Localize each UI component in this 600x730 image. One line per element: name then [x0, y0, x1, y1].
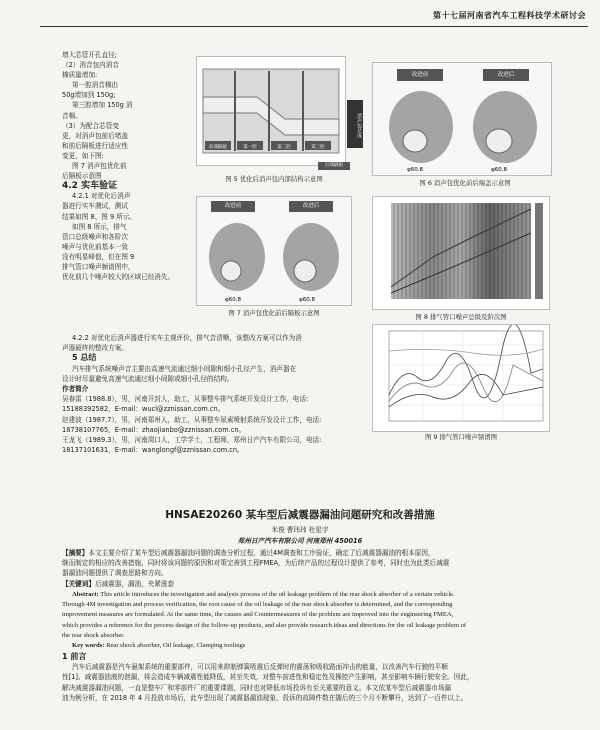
- text-line: 噪声与优化前基本一致: [62, 242, 128, 251]
- text-line: （2）消音包内消音: [62, 61, 119, 70]
- text-line: 50g增加到 150g;: [62, 91, 116, 100]
- keywords-en-label: Key words:: [72, 642, 105, 650]
- text-line: 管口总级噪声和各阶次: [62, 232, 128, 241]
- figure-8: [372, 196, 550, 310]
- text-line: 声器最终的整改方案。: [62, 344, 128, 353]
- text-line: the rear shock absorber.: [62, 631, 125, 639]
- figure-7-caption: 图 7 消声包优化前后隔板示意图: [228, 309, 320, 317]
- figure-9: [372, 324, 550, 432]
- text-line: 设计时尽量避免高速气流通过细小间隙或细小孔径的结构。: [62, 374, 234, 383]
- figure-7: [196, 196, 352, 306]
- header-rule: [40, 26, 588, 27]
- text-line: improvement measures are formulated. At the same time, the causes and Countermeasures of the problem are improved into the engineering FMEA,: [62, 611, 454, 619]
- conference-header: 第十七届河南省汽车工程科技学术研讨会: [433, 11, 586, 20]
- abstract-en: [62, 590, 548, 651]
- text-line: 音棉。: [62, 111, 82, 120]
- body-section-422: [62, 333, 372, 455]
- text-line: Through 4M investigation and process verification, the root cause of the oil leakage of the rear shock absorber is determined, and the corresponding: [62, 601, 453, 609]
- text-line: 4.2.1 对优化后消声: [72, 192, 131, 201]
- text-line: 第一腔消音棉由: [72, 81, 119, 90]
- fig6-label-after: 改进后: [483, 69, 529, 81]
- text-line: 增大芯管开孔直径;: [62, 51, 117, 59]
- text-line: 后隔板示意图: [62, 172, 102, 181]
- figure-5-caption: 图 5 优化后消声包内部结构示意图: [225, 175, 323, 183]
- fig5-label: 第二腔: [277, 145, 291, 150]
- dim-label: φ60.8: [299, 297, 315, 303]
- text-line: 油为例分析，在 2018 年 4 月投放市场后，此车型出现了减震器漏油现象，投诉的故障件数在随后的三个月不断攀升，达到了一百件以上。: [62, 693, 468, 702]
- abstract-en-label: Abstract:: [72, 591, 99, 598]
- dim-label: φ60.8: [225, 297, 241, 303]
- fig7-label-before: 改进前: [211, 201, 255, 212]
- noise-spectrum-plot: [373, 325, 549, 431]
- end-cap-diagram: [373, 83, 551, 175]
- text-line: 吴春雷（1988.8），男，河南开封人，助工，从事整车排气系统开发设计工作，电话:: [62, 395, 309, 404]
- fig5-side-label: 消声包总成: [347, 100, 363, 148]
- text-line: 汽车后减震器是汽车悬架系统的重要部件，可以用来抑制弹簧吸震后反弹时的震荡和吸收路面冲击的能量，以改善汽车行驶的平顺: [72, 663, 448, 672]
- text-line: 第三腔增加 150g 消: [72, 101, 133, 110]
- figure-6: [372, 62, 552, 176]
- fig5-label: 前端隔板: [209, 145, 227, 150]
- fig7-label-after: 改进后: [289, 201, 333, 212]
- text-line: 没有明显峰值，但在图 9: [62, 252, 135, 261]
- figure-8-caption: 图 8 排气管口噪声总级及阶次图: [415, 313, 507, 321]
- fig5-label: 第一腔: [243, 145, 257, 150]
- figure-9-caption: 图 9 排气管口噪声频谱图: [424, 433, 498, 441]
- keywords-label: 【关键词】: [62, 579, 95, 588]
- dim-label: φ60.8: [407, 167, 423, 173]
- fig5-label: 第三腔: [311, 145, 325, 150]
- text-line: 王龙飞（1989.3），男，河南周口人，工学学士，工程师，郑州日产汽车有限公司，电话:: [62, 436, 322, 445]
- text-line: 18137101631，E-mail：wanglongf@zznissan.com.cn。: [62, 446, 244, 455]
- text-line: 汽车排气系统噪声音主要由高速气流通过细小间隙和细小孔径产生，消声器在: [72, 364, 297, 373]
- text-line: 优化前几个噪声较大的区域已经消失。: [62, 273, 175, 282]
- section-heading: 1 前言: [62, 652, 87, 661]
- text-line: 更，对消声包前后堵盖: [62, 131, 128, 140]
- author-heading: 作者简介: [62, 385, 89, 394]
- dim-label: φ60.8: [491, 167, 507, 173]
- left-column: [62, 50, 190, 282]
- text-line: 和前后隔板进行适应性: [62, 141, 128, 150]
- text-line: 性[1]。减震器油液的泄漏，将会造成车辆减震性能降低，甚至失效，对整车前进性和稳定性及操控产生影响，甚至影响车辆行驶安全。因此，: [62, 673, 474, 682]
- text-line: （3）为配合芯管变: [62, 121, 119, 130]
- text-line: 棉质量增加:: [62, 71, 98, 80]
- text-line: 如图 8 所示，排气: [72, 222, 127, 231]
- text-line: which provides a reference for the process design of the follow-up products, and also provide research ideas and directions for the oil leakage problem of: [62, 621, 467, 629]
- abstract-label: 【摘要】: [62, 549, 89, 557]
- text-line: 器漏油问题提供了调查思路和方向。: [62, 569, 168, 578]
- text-line: 排气管口噪声频谱图中，: [62, 262, 135, 271]
- text-line: 解决减震器漏油问题，一直是整车厂和零部件厂的重要课题，同时也对降低市场投诉有至关重要的意义。本文依某车型后减震器市场漏: [62, 683, 452, 692]
- section-heading: 5 总结: [72, 353, 97, 363]
- text-line: 结果如图 8、图 9 所示。: [62, 212, 137, 221]
- text-line: 图 7 消声包优化前: [72, 162, 127, 171]
- muffler-structure-diagram: [197, 57, 345, 165]
- figure-5: [196, 56, 346, 166]
- text-line: 本文主要介绍了某车型后减震器漏油问题的调查分析过程，通过4M调查和工序验证，确定了后减震器漏油的根本原因，: [88, 549, 435, 557]
- article-affiliation: 郑州日产汽车有限公司 河南郑州 450016: [237, 537, 363, 545]
- order-colormap: [373, 197, 549, 309]
- keywords-en: Rear shock absorber, Oil leakage, Clamping toolings: [106, 642, 246, 650]
- fig5-label: 后端隔板: [318, 162, 350, 170]
- fig6-label-before: 改进前: [397, 69, 443, 81]
- abstract-cn: [62, 548, 548, 589]
- article-authors: 米俊 曹玮玮 杜星宇: [271, 526, 329, 534]
- baffle-diagram: [197, 215, 351, 305]
- text-line: 18738107765，E-mail：zhaojianbo@zznissan.com.cn。: [62, 425, 246, 434]
- text-line: 变更，如下图:: [62, 151, 104, 160]
- intro-section: [62, 652, 548, 703]
- figure-6-caption: 图 6 消声包优化前后端盖示意图: [419, 179, 511, 187]
- text-line: 继而制定的相应的改善措施，同时将该问题的原因和对策完善到工程FMEA，为后续产品的过程设计提供了参考，同时也为此类后减震: [62, 559, 450, 568]
- section-heading: 4.2 实车验证: [62, 181, 118, 192]
- text-line: 赵建波（1987.7），男，河南郑州人，助工，从事整车尿素喷射系统开发设计工作，电话:: [62, 415, 322, 424]
- text-line: 15188392582，E-mail：wucl@zznissan.com.cn。: [62, 405, 225, 414]
- text-line: 4.2.2 对优化后消声器进行实车主观评价，排气音清晰，该整改方案可以作为消: [72, 334, 302, 342]
- text-line: This article introduces the investigation and analysis process of the oil leakage problem of the rear shock absorber of a certain vehicle.: [100, 591, 455, 598]
- article-title: HNSAE20260 某车型后减震器漏油问题研究和改善措施: [165, 509, 435, 521]
- text-line: 器进行实车测试，测试: [62, 202, 128, 211]
- keywords-cn: 后减震器，漏油，夹紧涨套: [94, 579, 175, 588]
